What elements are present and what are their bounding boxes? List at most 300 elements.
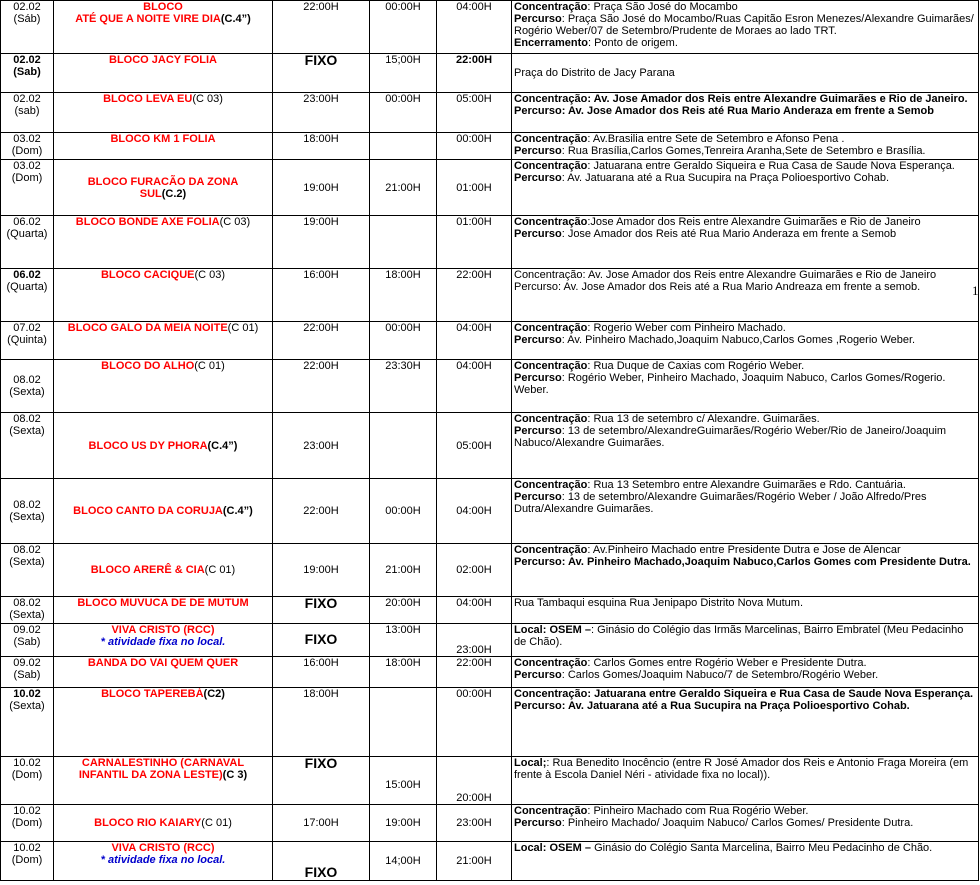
category: (C.4”) (207, 439, 238, 452)
time-start-cell (273, 757, 370, 805)
table-row (1, 597, 979, 624)
time-end-cell (437, 1, 512, 54)
time-start: 23:00H (303, 93, 339, 105)
route-detail: : Av. Jatuarana até a Rua Sucupira na Praça Polioesportivo Cohab. (561, 172, 890, 184)
route-line (514, 842, 976, 854)
time-start: 19:00H (303, 216, 339, 228)
route-label: Percurso: Av. Pinheiro Machado,Joaquim Nabuco,Carlos Gomes com Presidente Dutra. (514, 556, 971, 568)
bloco-name-cell (54, 160, 273, 216)
bloco-name: BLOCO CANTO DA CORUJA (73, 505, 223, 517)
route-detail: : Av.Brasilia entre Sete de Setembro e Afonso Pena . (587, 133, 845, 145)
route-detail: : 13 de setembro/Alexandre Guimarães/Rogério Weber / João Alfredo/Pres Dutra/Alexandre Guimarães. (514, 491, 927, 515)
route-label: Local; (514, 757, 547, 769)
bloco-name-cell (54, 624, 273, 657)
table-row (1, 413, 979, 479)
time-mid: 20:00H (385, 597, 421, 609)
time-start: FIXO (304, 596, 338, 611)
time-start: 19:00H (303, 181, 339, 194)
time-start: 22:00H (303, 322, 339, 334)
time-start-cell (273, 597, 370, 624)
route-label: Concentração (514, 133, 588, 145)
route-cell (512, 160, 979, 216)
category: (C 3) (222, 769, 248, 781)
date-cell (1, 657, 54, 688)
date: 08.02 (13, 499, 41, 511)
time-start: 17:00H (303, 817, 339, 829)
route-cell (512, 479, 979, 544)
bloco-name-cell (54, 133, 273, 160)
route-label: Concentração (514, 479, 588, 491)
table-row (1, 544, 979, 597)
time-mid-cell (370, 322, 437, 360)
date-cell (1, 479, 54, 544)
route-label: Concentração (514, 805, 588, 817)
time-end-cell (437, 544, 512, 597)
route-cell (512, 360, 979, 413)
time-end: 22:00H (455, 54, 493, 66)
time-start: 19:00H (303, 564, 339, 576)
bloco-name-cell (54, 597, 273, 624)
route-cell (512, 413, 979, 479)
date: 10.02 (13, 805, 41, 817)
date-cell (1, 322, 54, 360)
route-cell (512, 54, 979, 93)
time-mid-cell (370, 805, 437, 842)
date: 02.02 (13, 93, 41, 105)
route-detail: : Ponto de origem. (587, 37, 678, 49)
bloco-name: BLOCO JACY FOLIA (109, 54, 217, 66)
weekday: (Sab) (13, 66, 41, 78)
bloco-name-cell (54, 842, 273, 881)
time-end-cell (437, 757, 512, 805)
time-start-cell (273, 657, 370, 688)
table-row (1, 160, 979, 216)
table-row (1, 133, 979, 160)
time-mid-cell (370, 757, 437, 805)
bloco-name-cell (54, 216, 273, 269)
time-mid-cell (370, 54, 437, 93)
route-label: Encerramento (514, 37, 588, 49)
route-detail: : Rogério Weber, Pinheiro Machado, Joaquim Nabuco, Carlos Gomes/Rogerio. Weber. (514, 372, 946, 396)
time-start: 22:00H (303, 1, 339, 13)
weekday: (Dom) (11, 769, 43, 781)
time-mid-cell (370, 93, 437, 133)
time-end-cell (437, 479, 512, 544)
route-detail: : Carlos Gomes/Joaquim Nabuco/7 de Setembro/Rogério Weber. (561, 669, 879, 681)
category: (C 03) (219, 216, 251, 228)
bloco-name: VIVA CRISTO (RCC) (111, 842, 215, 854)
category: (C 01) (227, 322, 259, 334)
bloco-name: BLOCO US DY PHORA (88, 439, 208, 452)
time-start-cell (273, 805, 370, 842)
time-mid: 19:00H (385, 817, 421, 829)
time-end-cell (437, 597, 512, 624)
table-row (1, 624, 979, 657)
route-detail: :Jose Amador dos Reis entre Alexandre Guimarães e Rio de Janeiro (587, 216, 921, 228)
route-label: Concentração: Av. Jose Amador dos Reis entre Alexandre Guimarães e Rio de Janeiro. (514, 93, 968, 105)
weekday: (Sexta) (9, 609, 45, 621)
date: 08.02 (13, 413, 41, 425)
time-start-cell (273, 544, 370, 597)
weekday: (Dom) (11, 817, 43, 829)
route-detail: : Rua 13 de setembro c/ Alexandre. Guimarães. (587, 413, 820, 425)
route-line (514, 37, 976, 49)
time-mid: 21:00H (385, 564, 421, 576)
time-start: FIXO (304, 53, 338, 68)
route-detail: : Ginásio do Colégio das Irmãs Marcelinas, Bairro Embratel (Meu Pedacinho de Chão). (514, 624, 964, 648)
route-label: Concentração (514, 322, 588, 334)
route-detail: : Rogerio Weber com Pinheiro Machado. (587, 322, 786, 334)
time-mid-cell (370, 544, 437, 597)
route-detail: : Av. Pinheiro Machado,Joaquim Nabuco,Carlos Gomes ,Rogerio Weber. (561, 334, 916, 346)
route-line (514, 228, 976, 240)
bloco-name: BLOCO BONDE AXE FOLIA (75, 216, 220, 228)
date: 02.02 (13, 1, 41, 13)
date: 09.02 (13, 624, 41, 636)
time-mid: 15;00H (385, 54, 421, 66)
date: 03.02 (13, 133, 41, 145)
time-end: 23:00H (456, 644, 492, 656)
time-mid-cell (370, 657, 437, 688)
time-start: 16:00H (303, 269, 339, 281)
table-row (1, 54, 979, 93)
time-start-cell (273, 269, 370, 322)
route-cell (512, 544, 979, 597)
bloco-name-cell (54, 322, 273, 360)
time-start-cell (273, 160, 370, 216)
route-detail: Ginásio do Colégio Santa Marcelina, Bairro Meu Pedacinho de Chão. (591, 842, 933, 854)
route-label: Concentração (514, 360, 588, 372)
table-row (1, 657, 979, 688)
route-detail: Concentração: Av. Jose Amador dos Reis entre Alexandre Guimarães e Rio de Janeiro (514, 269, 937, 281)
date: 03.02 (13, 160, 41, 172)
route-line (514, 817, 976, 829)
route-line (514, 413, 976, 425)
weekday: (Quinta) (7, 334, 47, 346)
route-label: Local: OSEM – (514, 624, 592, 636)
date-cell (1, 269, 54, 322)
bloco-name: BLOCO (143, 1, 183, 13)
weekday: (Sexta) (9, 700, 45, 712)
route-line (514, 372, 976, 396)
time-end: 01:00H (456, 181, 492, 194)
time-end: 05:00H (456, 93, 492, 105)
time-end: 22:00H (456, 657, 492, 669)
route-label: Concentração (514, 544, 588, 556)
time-end: 04:00H (456, 505, 492, 517)
time-end: 00:00H (456, 688, 492, 700)
time-end-cell (437, 54, 512, 93)
date: 10.02 (13, 688, 41, 700)
time-start-cell (273, 1, 370, 54)
route-cell (512, 688, 979, 757)
activity-note: * atividade fixa no local. (100, 854, 226, 866)
route-line (514, 93, 976, 105)
route-detail: : Rua Brasília,Carlos Gomes,Tenreira Aranha,Sete de Setembro e Brasília. (561, 145, 926, 157)
route-label: Percurso (514, 145, 562, 157)
route-cell (512, 93, 979, 133)
route-label: Percurso (514, 172, 562, 184)
bloco-name: BLOCO CACIQUE (100, 269, 195, 281)
route-line (514, 688, 976, 700)
date-cell (1, 160, 54, 216)
bloco-name-line2: ATÉ QUE A NOITE VIRE DIA (75, 13, 221, 25)
category: (C 03) (192, 93, 223, 105)
weekday: (Sab) (13, 669, 41, 681)
date-cell (1, 216, 54, 269)
bloco-name-cell (54, 805, 273, 842)
time-start-cell (273, 413, 370, 479)
time-end: 00:00H (456, 133, 492, 145)
bloco-name: BLOCO RIO KAIARY (94, 817, 202, 829)
route-line (514, 669, 976, 681)
route-line (514, 160, 976, 172)
time-mid-cell (370, 1, 437, 54)
bloco-name-cell (54, 688, 273, 757)
route-detail: : Praça São José do Mocambo (587, 1, 738, 13)
time-end-cell (437, 216, 512, 269)
route-cell (512, 322, 979, 360)
table-row (1, 479, 979, 544)
time-mid: 18:00H (385, 657, 421, 669)
time-mid: 18:00H (385, 269, 421, 281)
time-start-cell (273, 624, 370, 657)
route-detail: : Rua Benedito Inocêncio (entre R José Amador dos Reis e Antonio Fraga Moreira (em frente à Escola Daniel Néri - atividade fixa no local)). (514, 757, 969, 781)
time-end-cell (437, 805, 512, 842)
time-end-cell (437, 133, 512, 160)
category: (C.2) (161, 187, 187, 200)
route-label: Concentração (514, 657, 588, 669)
route-label: Percurso (514, 334, 562, 346)
date: 06.02 (13, 269, 41, 281)
time-end-cell (437, 269, 512, 322)
bloco-name: BLOCO ARERÊ & CIA (90, 564, 205, 576)
route-line (514, 805, 976, 817)
route-detail: : 13 de setembro/AlexandreGuimarães/Rogério Weber/Rio de Janeiro/Joaquim Nabuco/Alexandre Guimarães. (514, 425, 947, 449)
time-start-cell (273, 360, 370, 413)
table-row (1, 805, 979, 842)
bloco-name-cell (54, 479, 273, 544)
time-mid-cell (370, 269, 437, 322)
time-start: 22:00H (303, 360, 339, 372)
route-line (514, 624, 976, 648)
route-label: Concentração (514, 216, 588, 228)
date-cell (1, 413, 54, 479)
date: 08.02 (13, 374, 41, 386)
time-mid: 14;00H (385, 855, 421, 867)
date: 07.02 (13, 322, 41, 334)
table-row (1, 360, 979, 413)
route-line (514, 172, 976, 184)
table-row (1, 269, 979, 322)
time-mid-cell (370, 360, 437, 413)
route-line (514, 133, 976, 145)
category: (C 01) (194, 360, 225, 372)
time-start: FIXO (304, 864, 338, 880)
time-start: 23:00H (303, 439, 339, 452)
time-mid: 00:00H (385, 93, 421, 105)
date-cell (1, 757, 54, 805)
table-row (1, 757, 979, 805)
route-line (514, 269, 976, 281)
bloco-name-cell (54, 544, 273, 597)
route-line (514, 216, 976, 228)
category: (C 01) (204, 564, 236, 576)
route-text: Praça do Distrito de Jacy Parana (514, 67, 675, 79)
table-row (1, 93, 979, 133)
route-label: Local: OSEM – (514, 842, 592, 854)
time-mid: 00:00H (385, 505, 421, 517)
bloco-name: BLOCO DO ALHO (101, 360, 195, 372)
time-start: 22:00H (303, 505, 339, 517)
bloco-name-cell (54, 757, 273, 805)
route-detail: : Pinheiro Machado com Rua Rogério Weber. (587, 805, 809, 817)
time-start-cell (273, 133, 370, 160)
route-line (514, 360, 976, 372)
time-mid-cell (370, 216, 437, 269)
time-end: 01:00H (456, 216, 492, 228)
bloco-name: BLOCO GALO DA MEIA NOITE (67, 322, 228, 334)
category: (C 01) (201, 817, 232, 829)
time-mid-cell (370, 413, 437, 479)
route-line (514, 657, 976, 669)
route-label: Percurso (514, 817, 562, 829)
route-detail: : Pinheiro Machado/ Joaquim Nabuco/ Carlos Gomes/ Presidente Dutra. (561, 817, 914, 829)
time-mid-cell (370, 688, 437, 757)
date: 10.02 (13, 842, 41, 854)
time-end: 20:00H (456, 792, 492, 804)
route-line (514, 281, 976, 293)
weekday: (Sexta) (9, 556, 45, 568)
category: (C.4”) (222, 505, 253, 517)
time-start-cell (273, 93, 370, 133)
route-cell (512, 805, 979, 842)
route-detail: : Carlos Gomes entre Rogério Weber e Presidente Dutra. (587, 657, 867, 669)
route-line (514, 491, 976, 515)
route-detail: : Av.Pinheiro Machado entre Presidente Dutra e Jose de Alencar (587, 544, 901, 556)
route-line (514, 13, 976, 37)
time-start-cell (273, 216, 370, 269)
bloco-name: BLOCO KM 1 FOLIA (110, 133, 216, 145)
route-text: Rua Tambaqui esquina Rua Jenipapo Distrito Nova Mutum. (514, 597, 804, 609)
route-line (514, 544, 976, 556)
time-start: 18:00H (303, 133, 339, 145)
date-cell (1, 597, 54, 624)
weekday: (Sáb) (13, 13, 41, 25)
route-cell (512, 216, 979, 269)
weekday: (Sab) (13, 636, 41, 648)
bloco-name-cell (54, 360, 273, 413)
bloco-name-cell (54, 54, 273, 93)
date-cell (1, 93, 54, 133)
time-mid: 00:00H (385, 1, 421, 13)
time-end-cell (437, 93, 512, 133)
route-label: Percurso (514, 669, 562, 681)
route-cell (512, 1, 979, 54)
date: 09.02 (13, 657, 41, 669)
route-line (514, 479, 976, 491)
date-cell (1, 544, 54, 597)
table-row (1, 842, 979, 881)
time-end-cell (437, 624, 512, 657)
time-end: 04:00H (456, 597, 492, 609)
route-label: Percurso: Av. Jose Amador dos Reis até Rua Mario Anderaza em frente a Semob (514, 105, 934, 117)
route-detail: : Jose Amador dos Reis até Rua Mario Anderaza em frente a Semob (561, 228, 897, 240)
route-detail: : Praça São José do Mocambo/Ruas Capitão Esron Menezes/Alexandre Guimarães/ Rogério Weber/07 de Setembro/Prudente de Moraes ao lado TRT. (514, 13, 974, 37)
route-detail: : Jatuarana entre Geraldo Siqueira e Rua Casa de Saude Nova Esperança. (587, 160, 955, 172)
weekday: (sab) (14, 105, 40, 117)
time-start-cell (273, 54, 370, 93)
time-mid-cell (370, 842, 437, 881)
bloco-name: BANDA DO VAI QUEM QUER (87, 657, 239, 669)
route-label: Concentração (514, 1, 588, 13)
weekday: (Sexta) (9, 511, 45, 523)
time-mid-cell (370, 597, 437, 624)
route-label: Percurso: Av. Jatuarana até a Rua Sucupira na Praça Polioesportivo Cohab. (514, 700, 910, 712)
time-mid-cell (370, 624, 437, 657)
date-cell (1, 688, 54, 757)
time-end: 04:00H (456, 1, 492, 13)
time-end: 04:00H (456, 322, 492, 334)
route-line (514, 1, 976, 13)
time-start: FIXO (304, 756, 338, 771)
route-cell (512, 597, 979, 624)
bloco-name: BLOCO TAPEREBÁ (101, 688, 204, 700)
route-label: Percurso (514, 13, 562, 25)
date-cell (1, 54, 54, 93)
time-end: 02:00H (456, 564, 492, 576)
route-line (514, 145, 976, 157)
route-line (514, 105, 976, 117)
time-end-cell (437, 360, 512, 413)
time-mid: 00:00H (385, 322, 421, 334)
weekday: (Dom) (11, 854, 43, 866)
route-label: Percurso (514, 491, 562, 503)
time-end-cell (437, 688, 512, 757)
table-row (1, 322, 979, 360)
route-line (514, 556, 976, 568)
date: 10.02 (13, 757, 41, 769)
time-start-cell (273, 322, 370, 360)
time-mid-cell (370, 160, 437, 216)
bloco-name-cell (54, 657, 273, 688)
time-end: 04:00H (456, 360, 492, 372)
weekday: (Quarta) (6, 228, 48, 240)
weekday: (Dom) (11, 172, 43, 184)
weekday: (Dom) (11, 145, 43, 157)
route-line (514, 322, 976, 334)
time-end-cell (437, 842, 512, 881)
bloco-name-line2: INFANTIL DA ZONA LESTE) (78, 769, 223, 781)
time-end-cell (437, 160, 512, 216)
table-row (1, 216, 979, 269)
route-cell (512, 133, 979, 160)
time-end: 05:00H (456, 439, 492, 452)
time-start: FIXO (304, 631, 338, 647)
time-start-cell (273, 842, 370, 881)
route-line (514, 700, 976, 712)
route-label: Concentração (514, 160, 588, 172)
route-cell (512, 624, 979, 657)
route-line (514, 425, 976, 449)
bloco-name: BLOCO LEVA EU (103, 93, 193, 105)
bloco-name-cell (54, 413, 273, 479)
bloco-name: BLOCO MUVUCA DE DE MUTUM (77, 597, 249, 609)
date: 08.02 (13, 597, 41, 609)
page-number: 1 (972, 283, 979, 298)
bloco-name: CARNALESTINHO (CARNAVAL (81, 757, 245, 769)
category: (C 03) (194, 269, 226, 281)
